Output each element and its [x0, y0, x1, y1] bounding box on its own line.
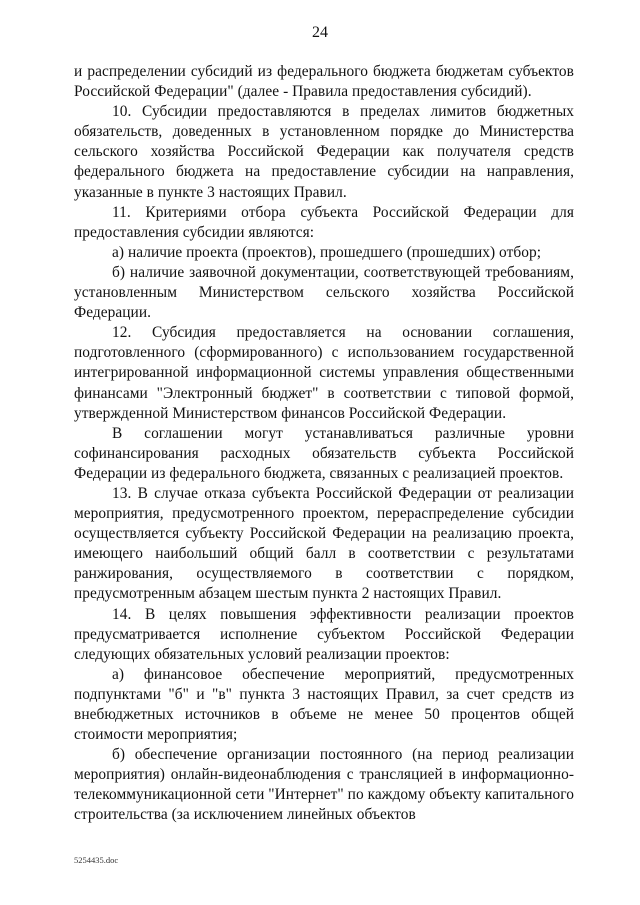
document-body [74, 62, 574, 826]
document-file-code: 5254435.doc [74, 855, 119, 865]
paragraph-subitem-b-video: б) обеспечение организации постоянного (на период реализации мероприятия) онлайн-видеонаблюдения с трансляцией в информационно-телекоммуникационной сети "Интернет" по каждому объекту капитального строительства (за исключением линейных объектов [74, 746, 574, 824]
paragraph-subitem-a: а) наличие проекта (проектов), прошедшего (прошедших) отбор; [112, 243, 542, 261]
paragraph-subitem-a-financing: а) финансовое обеспечение мероприятий, предусмотренных подпунктами "б" и "в" пункта 3 настоящих Правил, за счет средств из внебюджетных источников в объеме не менее 50 процентов общей стоимости мероприятия; [74, 665, 574, 744]
paragraph-item-12: 12. Субсидия предоставляется на основании соглашения, подготовленного (сформированного) с использованием государственной интегрированной информационной системы управления общественными финансами "Электронный бюджет" в соответствии с типовой формой, утвержденной Министерством финансов Российской Федерации. [74, 324, 574, 422]
paragraph-item-11: 11. Критериями отбора субъекта Российской Федерации для предоставления субсидии являются: [74, 203, 574, 241]
paragraph-item-10: 10. Субсидии предоставляются в пределах лимитов бюджетных обязательств, доведенных в установленном порядке до Министерства сельского хозяйства Российской Федерации как получателя средств федерального бюджета на предоставление субсидии на направления, указанные в пункте 3 настоящих Правил. [74, 103, 574, 201]
paragraph-cofinancing: В соглашении могут устанавливаться различные уровни софинансирования расходных обязательств субъекта Российской Федерации из федерального бюджета, связанных с реализацией проектов. [74, 424, 574, 482]
paragraph-subitem-b: б) наличие заявочной документации, соответствующей требованиям, установленным Министерством сельского хозяйства Российской Федерации. [74, 263, 574, 322]
paragraph-continuation: и распределении субсидий из федерального бюджета бюджетам субъектов Российской Федерации" (далее - Правила предоставления субсидий). [74, 63, 574, 101]
paragraph-item-13: 13. В случае отказа субъекта Российской Федерации от реализации мероприятия, предусмотренного проектом, перераспределение субсидии осуществляется субъекту Российской Федерации на реализацию проекта, имеющего наибольший общий балл в соответствии с результатами ранжирования, осуществляемого в соответствии с порядком, предусмотренным абзацем шестым пункта 2 настоящих Правил. [74, 484, 574, 603]
page-number: 24 [312, 24, 328, 41]
paragraph-item-14: 14. В целях повышения эффективности реализации проектов предусматривается исполнение субъектом Российской Федерации следующих обязательных условий реализации проектов: [74, 605, 574, 663]
